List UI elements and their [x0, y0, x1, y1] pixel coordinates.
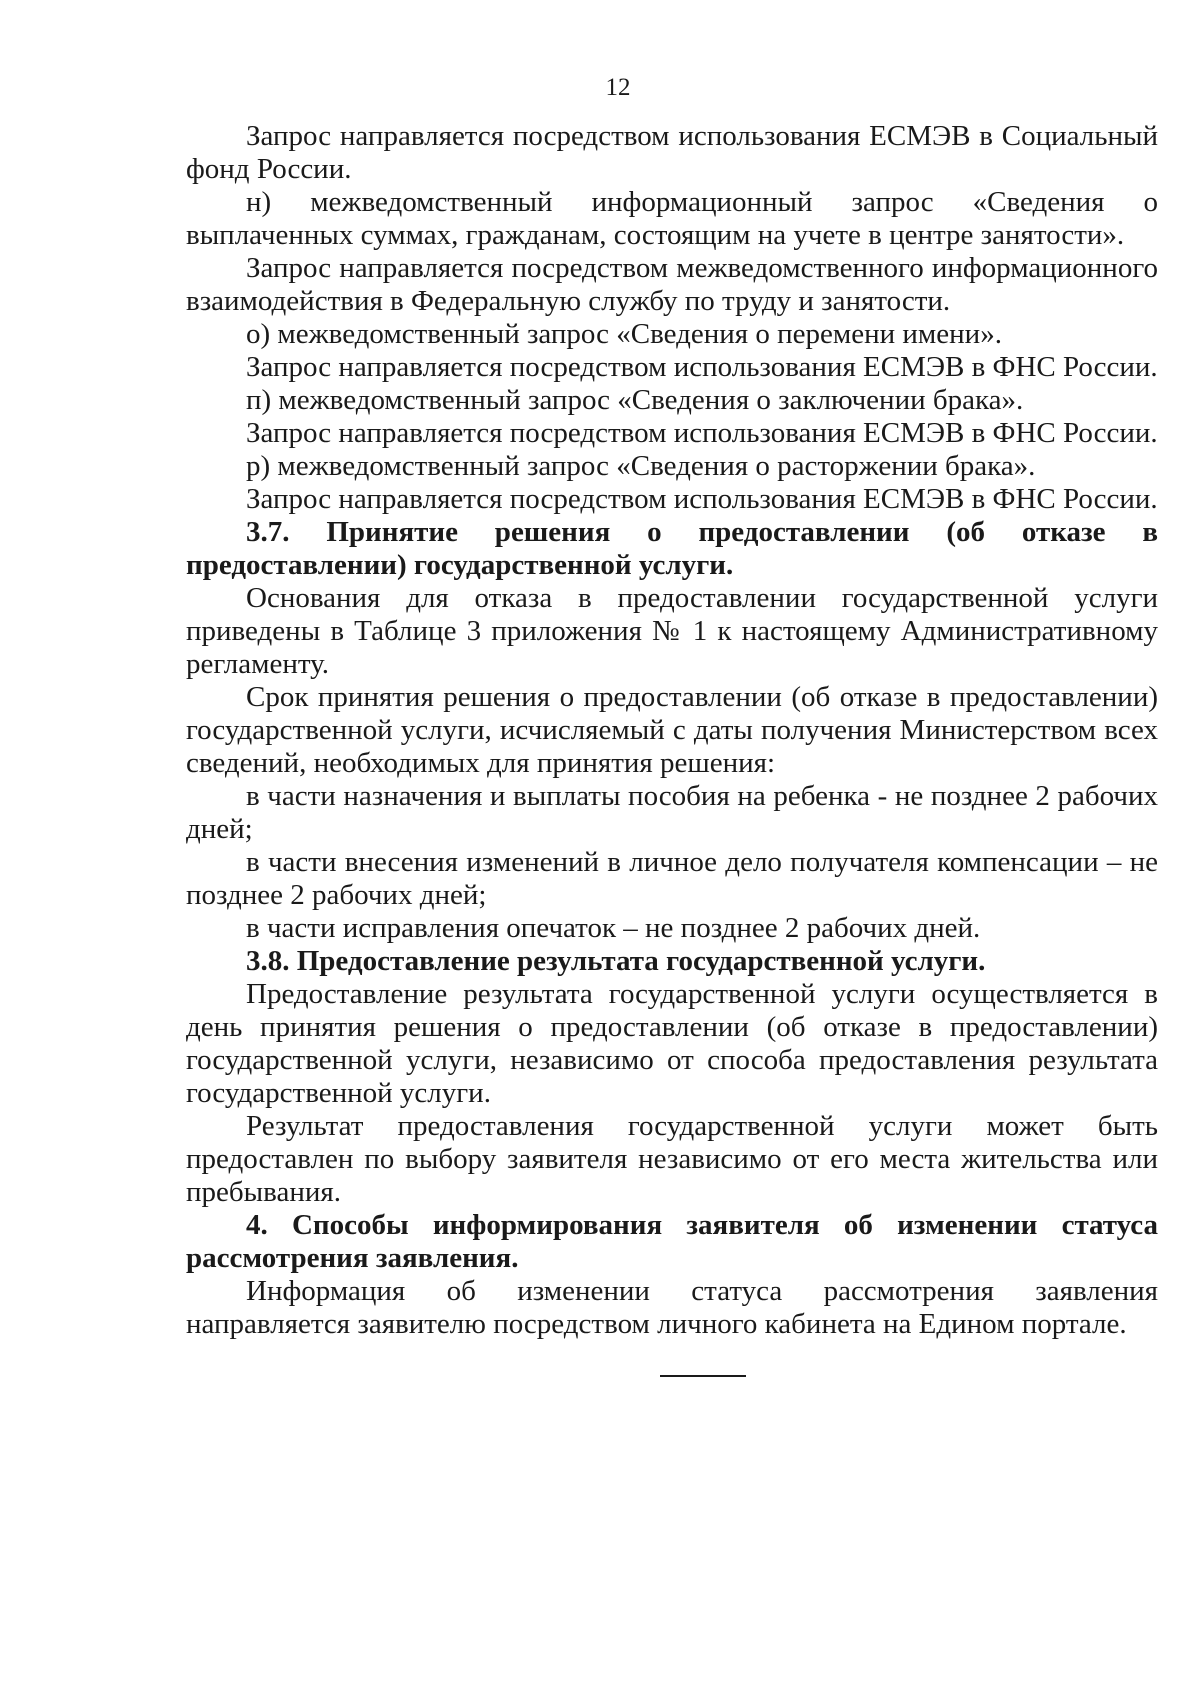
paragraph-result-delivery: Предоставление результата государственной услуги осуществляется в день принятия решения о предоставлении (об отказе в предоставлении) государственной услуги, независимо от способа предоставления результата государственной услуги.	[186, 978, 1158, 1109]
paragraph-refusal-grounds: Основания для отказа в предоставлении государственной услуги приведены в Таблице 3 приложения № 1 к настоящему Административному регламенту.	[186, 582, 1158, 680]
paragraph-status-info: Информация об изменении статуса рассмотрения заявления направляется заявителю посредством личного кабинета на Едином портале.	[186, 1275, 1158, 1340]
paragraph-request-fns-2: Запрос направляется посредством использования ЕСМЭВ в ФНС России.	[246, 417, 1158, 449]
document-body	[186, 120, 1158, 1341]
paragraph-item-p: п) межведомственный запрос «Сведения о заключении брака».	[246, 384, 1024, 416]
paragraph-term-personal-file: в части внесения изменений в личное дело получателя компенсации – не позднее 2 рабочих дней;	[186, 846, 1158, 911]
paragraph-item-r: р) межведомственный запрос «Сведения о расторжении брака».	[246, 450, 1036, 482]
paragraph-term-child-benefit: в части назначения и выплаты пособия на ребенка - не позднее 2 рабочих дней;	[186, 780, 1158, 845]
paragraph-request-rostrud: Запрос направляется посредством межведомственного информационного взаимодействия в Федеральную службу по труду и занятости.	[186, 252, 1158, 317]
paragraph-item-o: о) межведомственный запрос «Сведения о перемени имени».	[246, 318, 1002, 350]
end-of-text-rule	[660, 1375, 746, 1377]
paragraph-request-sfr: Запрос направляется посредством использования ЕСМЭВ в Социальный фонд России.	[186, 120, 1158, 185]
paragraph-term-typos: в части исправления опечаток – не позднее 2 рабочих дней.	[246, 912, 981, 944]
section-heading-3-7: 3.7. Принятие решения о предоставлении (об отказе в предоставлении) государственной услуги.	[186, 516, 1158, 581]
paragraph-item-n: н) межведомственный информационный запрос «Сведения о выплаченных суммах, гражданам, состоящим на учете в центре занятости».	[186, 186, 1158, 251]
paragraph-decision-term: Срок принятия решения о предоставлении (об отказе в предоставлении) государственной услуги, исчисляемый с даты получения Министерством всех сведений, необходимых для принятия решения:	[186, 681, 1158, 779]
paragraph-result-choice: Результат предоставления государственной услуги может быть предоставлен по выбору заявителя независимо от его места жительства или пребывания.	[186, 1110, 1158, 1208]
paragraph-request-fns-1: Запрос направляется посредством использования ЕСМЭВ в ФНС России.	[246, 351, 1158, 383]
paragraph-request-fns-3: Запрос направляется посредством использования ЕСМЭВ в ФНС России.	[246, 483, 1158, 515]
section-heading-4: 4. Способы информирования заявителя об изменении статуса рассмотрения заявления.	[186, 1209, 1158, 1274]
page-number: 12	[605, 74, 631, 101]
section-heading-3-8: 3.8. Предоставление результата государственной услуги.	[246, 945, 986, 977]
